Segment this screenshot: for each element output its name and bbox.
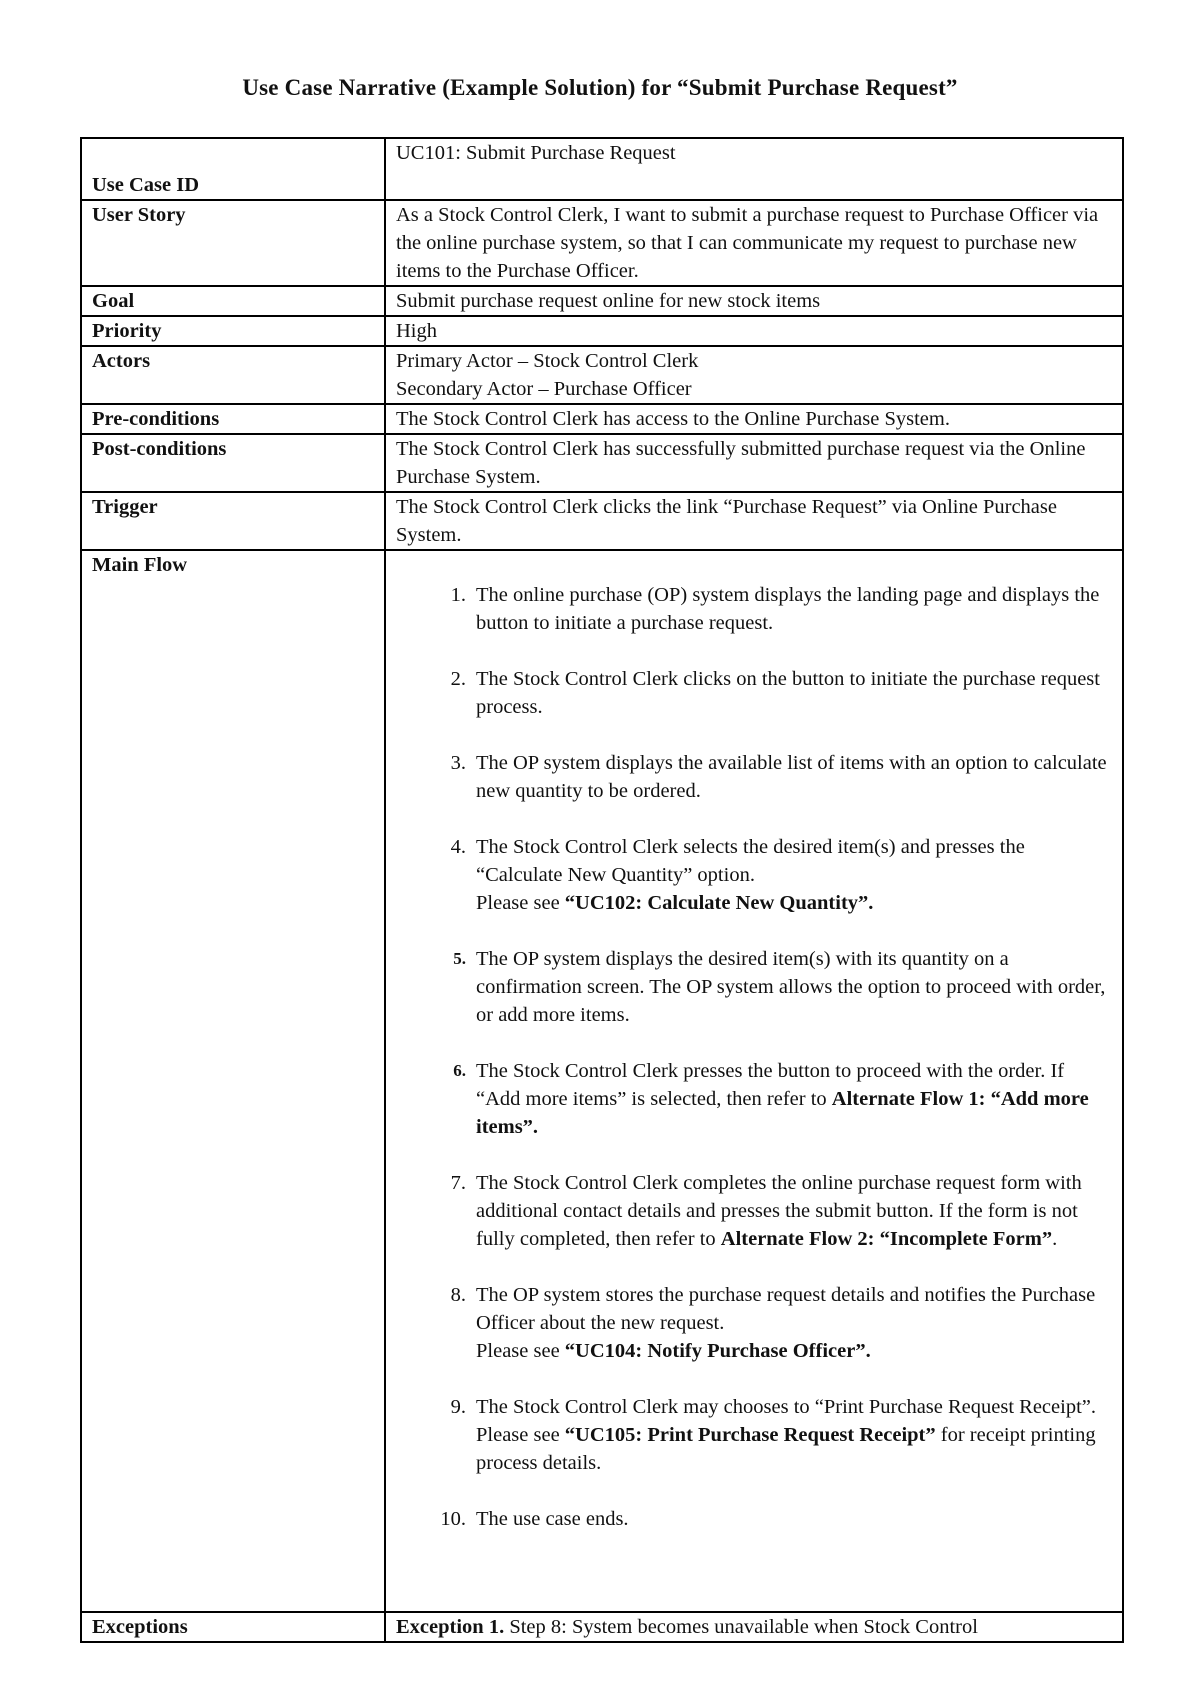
- value-main-flow: [385, 550, 1123, 1612]
- step-number: 6.: [453, 1061, 466, 1080]
- step-text: [476, 1281, 1112, 1365]
- see-prefix: Please see: [476, 892, 565, 914]
- step-body: The Stock Control Clerk selects the desired item(s) and presses the “Calculate New Quantity” option.: [476, 836, 1025, 886]
- step-number: 1.: [450, 584, 466, 606]
- row-user-story: [81, 200, 1123, 286]
- row-main-flow: [81, 550, 1123, 1612]
- step-body: The Stock Control Clerk may chooses to “Print Purchase Request Receipt”.: [476, 1396, 1096, 1418]
- label-actors: Actors: [81, 346, 385, 404]
- step-body: The OP system stores the purchase request details and notifies the Purchase Officer about the new request.: [476, 1284, 1096, 1334]
- exception-text: Step 8: System becomes unavailable when Stock Control: [504, 1616, 978, 1638]
- row-trigger: [81, 492, 1123, 550]
- step-body: The Stock Control Clerk clicks on the button to initiate the purchase request process.: [476, 668, 1100, 718]
- step-2: [396, 665, 1112, 721]
- step-number: 9.: [450, 1396, 466, 1418]
- step-number: 7.: [450, 1172, 466, 1194]
- step-text: [476, 945, 1112, 1029]
- step-body: The use case ends.: [476, 1508, 629, 1530]
- step-5: [396, 945, 1112, 1029]
- label-use-case-id: Use Case ID: [81, 138, 385, 200]
- label-user-story: User Story: [81, 200, 385, 286]
- step-3: [396, 749, 1112, 805]
- see-reference: “UC104: Notify Purchase Officer”.: [564, 1340, 871, 1362]
- step-number: 4.: [450, 836, 466, 858]
- step-1: [396, 581, 1112, 637]
- value-trigger: The Stock Control Clerk clicks the link “Purchase Request” via Online Purchase System.: [385, 492, 1123, 550]
- exception-number: Exception 1.: [396, 1616, 505, 1638]
- row-priority: [81, 316, 1123, 346]
- step-body: The OP system displays the desired item(s) with its quantity on a confirmation screen. The OP system allows the option to proceed with order, or add more items.: [476, 948, 1106, 1026]
- secondary-actor: Secondary Actor – Purchase Officer: [396, 378, 692, 400]
- row-postconditions: [81, 434, 1123, 492]
- step-number: 3.: [450, 752, 466, 774]
- step-6: [396, 1057, 1112, 1141]
- value-goal: Submit purchase request online for new stock items: [385, 286, 1123, 316]
- value-actors: [385, 346, 1123, 404]
- label-main-flow: Main Flow: [81, 550, 385, 1612]
- step-text: [476, 665, 1112, 721]
- use-case-table: [80, 137, 1124, 1643]
- step-text: [476, 749, 1112, 805]
- label-trigger: Trigger: [81, 492, 385, 550]
- step-7: [396, 1169, 1112, 1253]
- row-preconditions: [81, 404, 1123, 434]
- step-body: The Stock Control Clerk completes the online purchase request form with additional contact details and presses the submit button. If the form is not fully completed, then refer to: [476, 1172, 1082, 1250]
- step-body: The Stock Control Clerk presses the button to proceed with the order. If “Add more items” is selected, then refer to: [476, 1060, 1065, 1110]
- see-reference: “UC102: Calculate New Quantity”.: [564, 892, 874, 914]
- step-tail: .: [1052, 1228, 1058, 1250]
- primary-actor: Primary Actor – Stock Control Clerk: [396, 350, 699, 372]
- value-priority: High: [385, 316, 1123, 346]
- alternate-flow-reference: Alternate Flow 1: “Add more items”.: [476, 1088, 1089, 1138]
- step-number: 8.: [450, 1284, 466, 1306]
- label-preconditions: Pre-conditions: [81, 404, 385, 434]
- step-body: The OP system displays the available list of items with an option to calculate new quantity to be ordered.: [476, 752, 1107, 802]
- label-postconditions: Post-conditions: [81, 434, 385, 492]
- step-text: [476, 581, 1112, 637]
- step-number: 10.: [440, 1508, 466, 1530]
- value-postconditions: The Stock Control Clerk has successfully submitted purchase request via the Online Purchase System.: [385, 434, 1123, 492]
- step-text: [476, 1169, 1112, 1253]
- value-user-story: As a Stock Control Clerk, I want to submit a purchase request to Purchase Officer via the online purchase system, so that I can communicate my request to purchase new items to the Purchase Officer.: [385, 200, 1123, 286]
- step-10: [396, 1505, 1112, 1533]
- see-tail: for receipt printing process details.: [476, 1424, 1096, 1474]
- label-exceptions: Exceptions: [81, 1612, 385, 1642]
- row-use-case-id: [81, 138, 1123, 200]
- step-9: [396, 1393, 1112, 1477]
- see-reference: “UC105: Print Purchase Request Receipt”: [564, 1424, 936, 1446]
- main-flow-steps: [396, 581, 1112, 1533]
- alternate-flow-reference: Alternate Flow 2: “Incomplete Form”: [720, 1228, 1053, 1250]
- label-priority: Priority: [81, 316, 385, 346]
- step-8: [396, 1281, 1112, 1365]
- label-goal: Goal: [81, 286, 385, 316]
- see-prefix: Please see: [476, 1424, 565, 1446]
- row-goal: [81, 286, 1123, 316]
- see-prefix: Please see: [476, 1340, 565, 1362]
- step-body: The online purchase (OP) system displays the landing page and displays the button to initiate a purchase request.: [476, 584, 1100, 634]
- value-preconditions: The Stock Control Clerk has access to the Online Purchase System.: [385, 404, 1123, 434]
- value-exceptions: [385, 1612, 1123, 1642]
- step-text: [476, 833, 1112, 917]
- step-number: 5.: [453, 949, 466, 968]
- row-exceptions: [81, 1612, 1123, 1642]
- row-actors: [81, 346, 1123, 404]
- step-text: [476, 1393, 1112, 1477]
- step-text: [476, 1505, 1112, 1533]
- step-number: 2.: [450, 668, 466, 690]
- step-text: [476, 1057, 1112, 1141]
- step-4: [396, 833, 1112, 917]
- value-use-case-id: UC101: Submit Purchase Request: [385, 138, 1123, 200]
- page-title: Use Case Narrative (Example Solution) for “Submit Purchase Request”: [242, 75, 958, 100]
